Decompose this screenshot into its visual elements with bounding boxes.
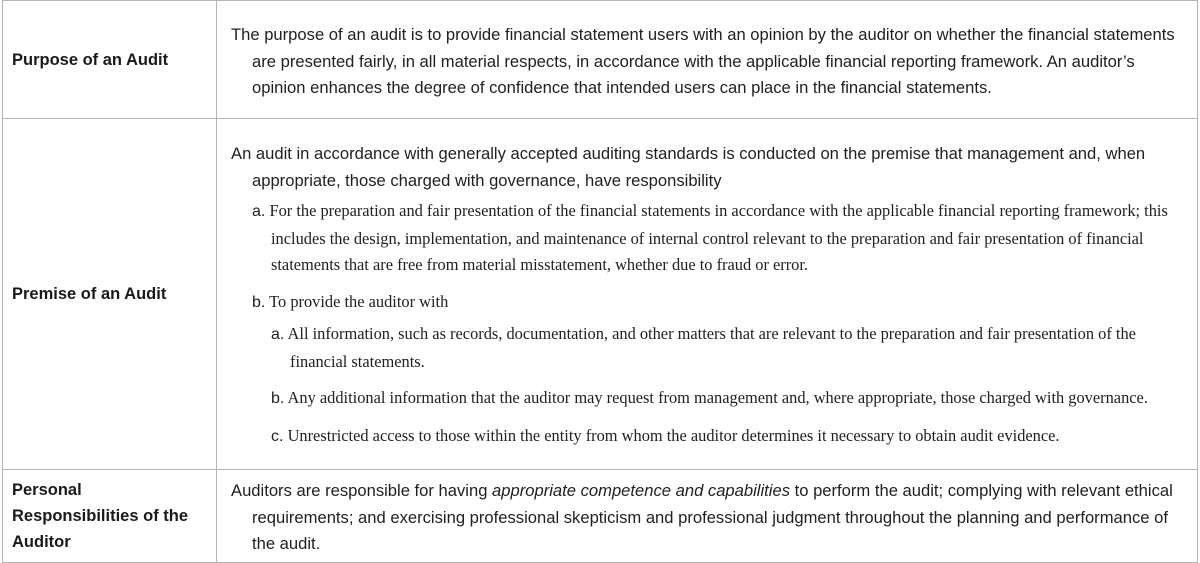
premise-subitem-b	[231, 385, 1189, 413]
premise-content	[217, 119, 1198, 470]
purpose-label: Purpose of an Audit	[3, 1, 217, 119]
premise-item-b	[231, 289, 1189, 317]
table-row-responsibilities	[3, 470, 1198, 563]
responsibilities-content	[217, 470, 1198, 563]
purpose-content	[217, 1, 1198, 119]
premise-item-a-text: For the preparation and fair presentation of the financial statements in accordance with the applicable financial reporting framework; this includes the design, implementation, and maintenance of internal control relevant to the preparation and fair presentation of financial statements that are free from material misstatement, whether due to fraud or error.	[269, 201, 1168, 274]
premise-item-b-marker: b.	[252, 293, 266, 311]
premise-subitem-b-text: Any additional information that the auditor may request from management and, where appropriate, those charged with governance.	[287, 388, 1148, 407]
responsibilities-text	[231, 478, 1189, 558]
responsibilities-label-line2: Responsibilities of the	[12, 507, 189, 525]
premise-subitem-c	[231, 423, 1189, 451]
premise-subitem-c-marker: c.	[271, 427, 284, 445]
premise-item-b-text: To provide the auditor with	[269, 291, 449, 311]
purpose-text: The purpose of an audit is to provide financial statement users with an opinion by the auditor on whether the financial statements are presented fairly, in all material respects, in accordance with the applicable financial reporting framework. An auditor’s opinion enhances the degree of confidence that intended users can place in the financial statements.	[231, 25, 1175, 98]
premise-subitem-a	[231, 321, 1189, 375]
responsibilities-text-before: Auditors are responsible for having	[231, 481, 493, 501]
premise-subitem-a-text: All information, such as records, documentation, and other matters that are relevant to the preparation and fair presentation of the financial statements.	[287, 324, 1136, 371]
responsibilities-text-after: to perform the audit; complying with relevant ethical requirements; and exercising professional skepticism and professional judgment throughout the planning and performance of the audit.	[252, 481, 1173, 554]
responsibilities-text-emphasis: appropriate competence and capabilities	[492, 481, 791, 501]
responsibilities-label-line1: Personal	[12, 481, 82, 499]
premise-label: Premise of an Audit	[3, 119, 217, 470]
responsibilities-label-line3: Auditor	[12, 533, 71, 551]
audit-table	[2, 0, 1198, 563]
premise-item-a-marker: a.	[252, 203, 266, 220]
premise-intro: An audit in accordance with generally accepted auditing standards is conducted on the premise that management and, when appropriate, those charged with governance, have responsibility	[231, 144, 1146, 190]
table-row-premise	[3, 119, 1198, 470]
responsibilities-label	[3, 470, 217, 563]
premise-subitem-b-marker: b.	[271, 390, 285, 407]
premise-item-a	[231, 198, 1189, 279]
premise-subitem-c-text: Unrestricted access to those within the entity from whom the auditor determines it necessary to obtain audit evidence.	[287, 425, 1060, 445]
premise-subitem-a-marker: a.	[271, 326, 285, 343]
table-row-purpose	[3, 1, 1198, 119]
